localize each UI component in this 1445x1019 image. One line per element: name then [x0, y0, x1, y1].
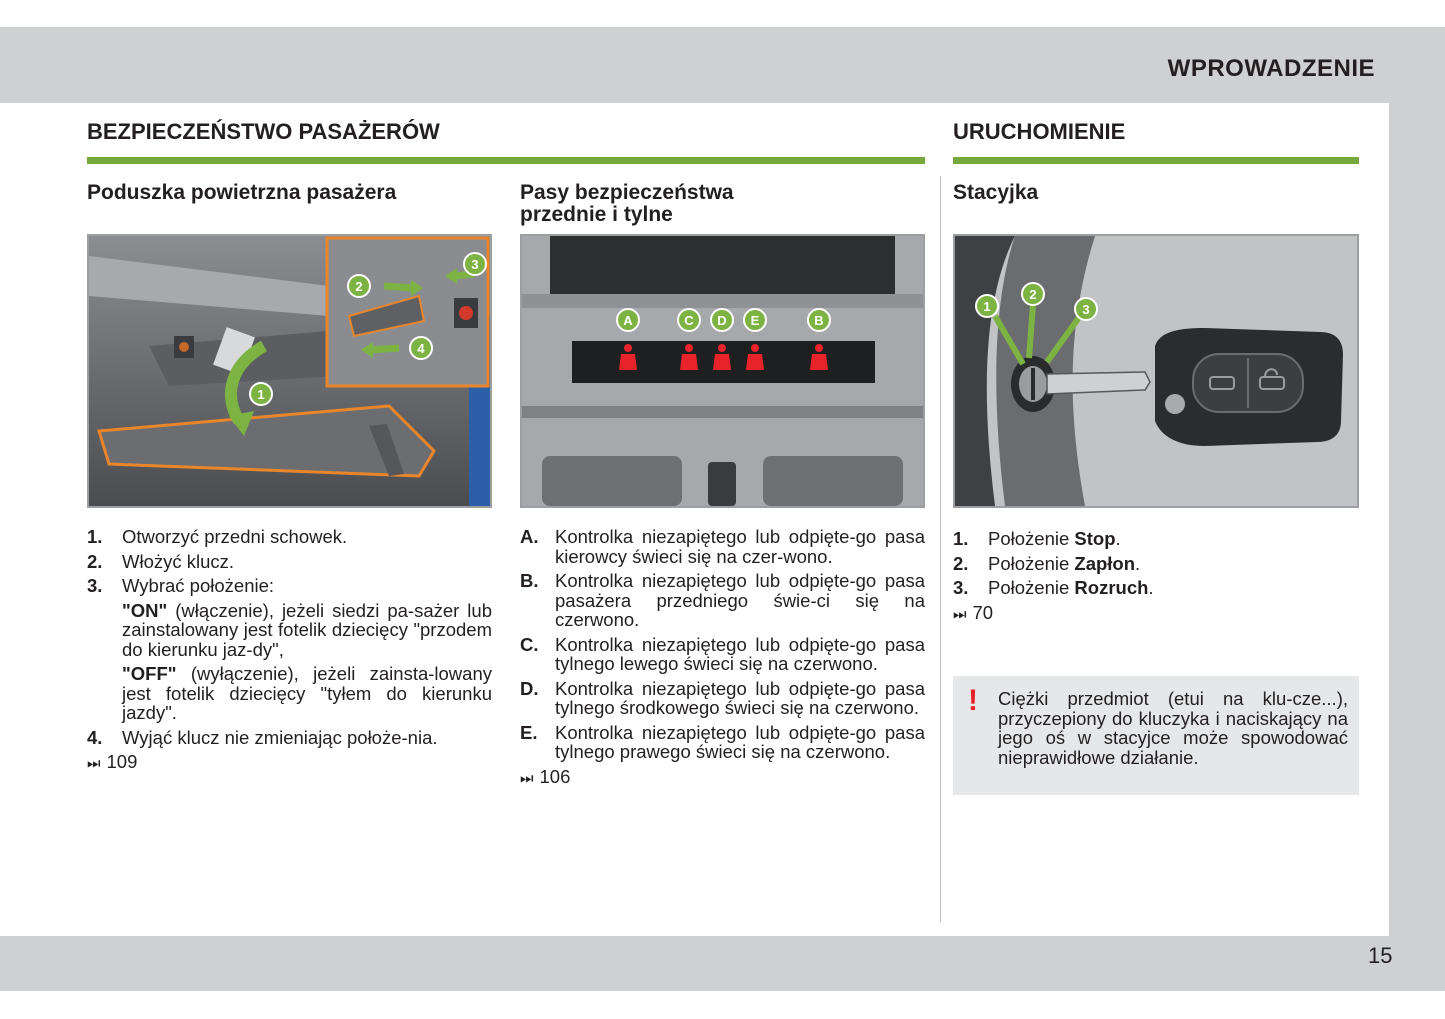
- warning-text: Ciężki przedmiot (etui na klu-cze...), przyczepiony do kluczyka i naciskający na jego oś w stacyjce może spowodować nieprawidłowe działanie.: [998, 688, 1348, 768]
- belts-title: Pasy bezpieczeństwa przednie i tylne: [520, 181, 734, 226]
- image-label: D: [717, 313, 727, 328]
- item-text: Kontrolka niezapiętego lub odpięte-go pasa tylnego lewego świeci się na czerwono.: [555, 633, 925, 674]
- image-label: A: [623, 313, 633, 328]
- reference-page: 109: [106, 751, 138, 772]
- page-reference[interactable]: [520, 767, 925, 789]
- item-end: .: [1115, 528, 1121, 549]
- item-number: 3.: [87, 575, 103, 596]
- column-divider: [940, 176, 941, 922]
- list-item: [520, 571, 925, 630]
- image-label: 2: [355, 279, 363, 294]
- item-number: 4.: [87, 726, 103, 748]
- item-text: Wyjąć klucz nie zmieniając położe-nia.: [122, 726, 438, 748]
- item-key: D.: [520, 677, 539, 699]
- glovebox-illustration: [87, 234, 492, 508]
- item-text: Kontrolka niezapiętego lub odpięte-go pasa tylnego prawego świeci się na czerwono.: [555, 721, 925, 762]
- image-label: 1: [257, 387, 265, 402]
- list-item: [520, 527, 925, 566]
- item-text: Kontrolka niezapiętego lub odpięte-go pasa tylnego środkowego świeci się na czerwono.: [555, 677, 925, 718]
- item-end: .: [1135, 552, 1141, 574]
- reference-page: 106: [539, 765, 571, 787]
- item-key: C.: [520, 633, 539, 655]
- ignition-title: Stacyjka: [953, 181, 1039, 204]
- item-text: Kontrolka niezapiętego lub odpięte-go pasa kierowcy świeci się na czer-wono.: [555, 526, 925, 567]
- list-item: [87, 552, 492, 572]
- fast-forward-icon: ⏭: [520, 769, 534, 787]
- item-key: A.: [520, 526, 539, 547]
- off-text: (wyłączenie), jeżeli zainsta-lowany jest fotelik dziecięcy "tyłem do kierunku jazdy".: [122, 663, 492, 723]
- section-title-start: URUCHOMIENIE: [953, 119, 1126, 144]
- list-item: [520, 635, 925, 674]
- section-rule-right: [953, 157, 1359, 164]
- item-text: Wybrać położenie:: [122, 575, 275, 596]
- airbag-steps: [87, 527, 492, 774]
- warning-icon: !: [968, 684, 978, 717]
- off-label: "OFF": [122, 663, 177, 684]
- list-item: [953, 529, 1359, 549]
- list-item: [87, 527, 492, 547]
- on-text: (włączenie), jeżeli siedzi pa-sażer lub zainstalowany jest fotelik dziecięcy "przodem do kierunku jaz-dy",: [122, 599, 492, 660]
- image-label: 1: [983, 299, 991, 314]
- item-text: Włożyć klucz.: [122, 550, 235, 572]
- image-label: 2: [1029, 287, 1037, 302]
- item-end: .: [1148, 577, 1154, 598]
- off-option: [122, 664, 492, 723]
- item-text: Położenie: [988, 528, 1075, 549]
- chapter-title: WPROWADZENIE: [1167, 55, 1375, 82]
- fast-forward-icon: ⏭: [87, 755, 101, 772]
- seatbelt-panel-illustration: [520, 234, 925, 508]
- image-label: 3: [471, 257, 479, 272]
- image-label: B: [814, 313, 824, 328]
- item-number: 3.: [953, 577, 969, 598]
- item-text: Położenie: [988, 577, 1075, 598]
- list-item: [953, 554, 1359, 574]
- page-number: 15: [1368, 943, 1393, 968]
- position-name: Zapłon: [1074, 552, 1136, 574]
- image-label: C: [684, 313, 694, 328]
- position-name: Stop: [1074, 528, 1116, 549]
- item-text: Kontrolka niezapiętego lub odpięte-go pasa pasażera przedniego świe-ci się na czerwono.: [555, 570, 925, 630]
- belt-warning-list: [520, 527, 925, 788]
- ignition-positions: [953, 529, 1359, 624]
- list-item: [87, 576, 492, 723]
- fast-forward-icon: ⏭: [953, 605, 967, 623]
- page-reference[interactable]: [953, 603, 1359, 625]
- on-option: [122, 601, 492, 660]
- section-title-safety: BEZPIECZEŃSTWO PASAŻERÓW: [87, 119, 440, 144]
- section-rule-left: [87, 157, 925, 164]
- image-label: 4: [417, 341, 425, 356]
- item-number: 2.: [953, 552, 969, 574]
- page-reference[interactable]: [87, 752, 492, 774]
- airbag-title: Poduszka powietrzna pasażera: [87, 181, 397, 204]
- ignition-illustration: [953, 234, 1359, 508]
- list-item: [87, 728, 492, 748]
- on-label: "ON": [122, 599, 168, 621]
- item-text: Położenie: [988, 552, 1075, 574]
- item-text: Otworzyć przedni schowek.: [122, 526, 348, 547]
- list-item: [520, 723, 925, 762]
- reference-page: 70: [972, 601, 994, 623]
- list-item: [520, 679, 925, 718]
- image-label: 3: [1082, 302, 1090, 317]
- footer-band: [0, 936, 1445, 991]
- item-key: E.: [520, 721, 538, 743]
- position-name: Rozruch: [1074, 577, 1149, 598]
- item-number: 2.: [87, 550, 103, 572]
- item-number: 1.: [87, 526, 103, 547]
- warning-box: [953, 676, 1359, 795]
- list-item: [953, 578, 1359, 598]
- image-label: E: [750, 313, 760, 328]
- side-strip: [1389, 27, 1445, 991]
- item-key: B.: [520, 570, 539, 591]
- item-number: 1.: [953, 528, 969, 549]
